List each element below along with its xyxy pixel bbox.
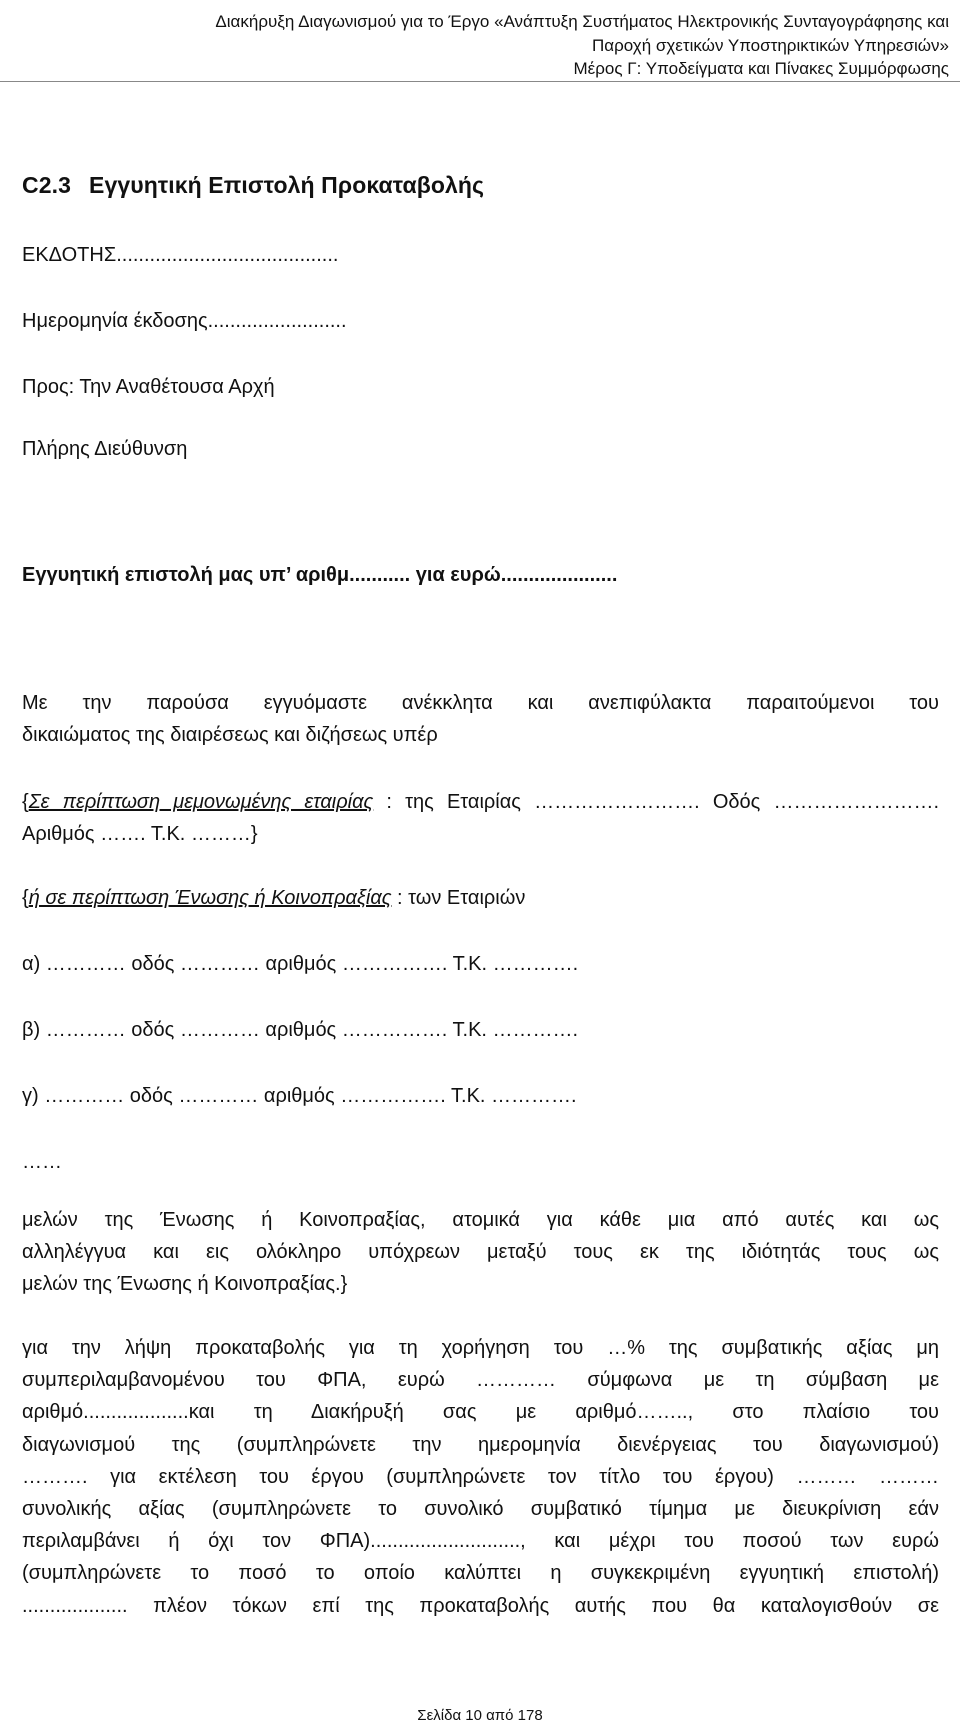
recipient-line: Προς: Την Αναθέτουσα Αρχή [22,376,275,398]
advance-row-6: συνολικής αξίας (συμπληρώνετε το συνολικό συμβατικό τίμημα με διευκρίνιση εάν [22,1498,939,1521]
intro-paragraph [22,687,939,751]
consortium-label: ή σε περίπτωση Ένωσης ή Κοινοπραξίας [28,887,392,909]
issue-date-line: Ημερομηνία έκδοσης......................... [22,310,347,332]
advance-row-3: αριθμό...................και τη Διακήρυξή σας με αριθμό…….., στο πλαίσιο του [22,1401,939,1424]
advance-paragraph [22,1332,939,1622]
intro-row-1: Με την παρούσα εγγυόμαστε ανέκκλητα και ανεπιφύλακτα παραιτούμενοι του [22,692,939,714]
advance-row-7: περιλαμβάνει ή όχι τον ΦΠΑ)..........................., και μέχρι του ποσού των ευρώ [22,1530,939,1553]
members-row-1: μελών της Ένωσης ή Κοινοπραξίας, ατομικά για κάθε μια από αυτές και ως [22,1209,939,1231]
advance-row-8: (συμπληρώνετε το ποσό το οποίο καλύπτει η συγκεκριμένη εγγυητική επιστολή) [22,1562,939,1585]
issuer-line: ΕΚΔΟΤΗΣ........................................ [22,244,339,266]
advance-row-9: ................... πλέον τόκων επί της προκαταβολής αυτής που θα καταλογισθούν σε [22,1594,939,1617]
single-company-row-2: Αριθμός ……. Τ.Κ. ………} [22,823,258,846]
page-header [9,10,949,81]
consortium-clause [22,886,525,910]
members-ellipsis: …… [22,1151,62,1173]
advance-row-5: ………. για εκτέλεση του έργου (συμπληρώνετε τον τίτλο του έργου) ……… ……… [22,1465,939,1488]
section-title-text: Εγγυητική Επιστολή Προκαταβολής [89,172,485,198]
single-company-rest: : της Εταιρίας ……………………. Οδός ……………………. [373,791,939,813]
header-divider [0,81,960,82]
members-row-3: μελών της Ένωσης ή Κοινοπραξίας.} [22,1273,348,1296]
header-line-2: Παροχή σχετικών Υποστηρικτικών Υπηρεσιών» [592,35,949,55]
members-paragraph [22,1204,939,1301]
single-company-clause [22,786,939,850]
address-line: Πλήρης Διεύθυνση [22,438,188,460]
member-a: α) ………… οδός ………… αριθμός ……………. Τ.Κ. …………. [22,953,579,975]
header-line-1: Διακήρυξη Διαγωνισμού για το Έργο «Ανάπτυξη Συστήματος Ηλεκτρονικής Συνταγογράφησης και [215,12,949,31]
consortium-rest: : των Εταιριών [391,887,526,909]
section-number: C2.3 [22,172,71,198]
intro-row-2: δικαιώματος της διαιρέσεως και διζήσεως υπέρ [22,724,438,747]
section-title [22,172,484,199]
header-line-3: Μέρος Γ: Υποδείγματα και Πίνακες Συμμόρφωσης [573,59,949,78]
advance-row-2: συμπεριλαμβανομένου του ΦΠΑ, ευρώ ………… σύμφωνα με τη σύμβαση με [22,1369,939,1392]
members-row-2: αλληλέγγυα και εις ολόκληρο υπόχρεων μεταξύ τους εκ της ιδιότητάς τους ως [22,1241,939,1264]
single-company-label: Σε περίπτωση μεμονωμένης εταιρίας [28,791,374,813]
page-number: Σελίδα 10 από 178 [417,1707,543,1724]
guarantee-reference: Εγγυητική επιστολή μας υπ’ αριθμ........... για ευρώ..................... [22,564,618,586]
member-b: β) ………… οδός ………… αριθμός ……………. Τ.Κ. …………. [22,1019,579,1041]
advance-row-1: για την λήψη προκαταβολής για τη χορήγηση του …% της συμβατικής αξίας μη [22,1337,939,1359]
member-c: γ) ………… οδός ………… αριθμός ……………. Τ.Κ. …………. [22,1085,577,1107]
advance-row-4: διαγωνισμού της (συμπληρώνετε την ημερομηνία διενέργειας του διαγωνισμού) [22,1433,939,1456]
open-brace: { [22,791,29,813]
open-brace: { [22,887,29,909]
single-company-row-1 [22,786,939,818]
